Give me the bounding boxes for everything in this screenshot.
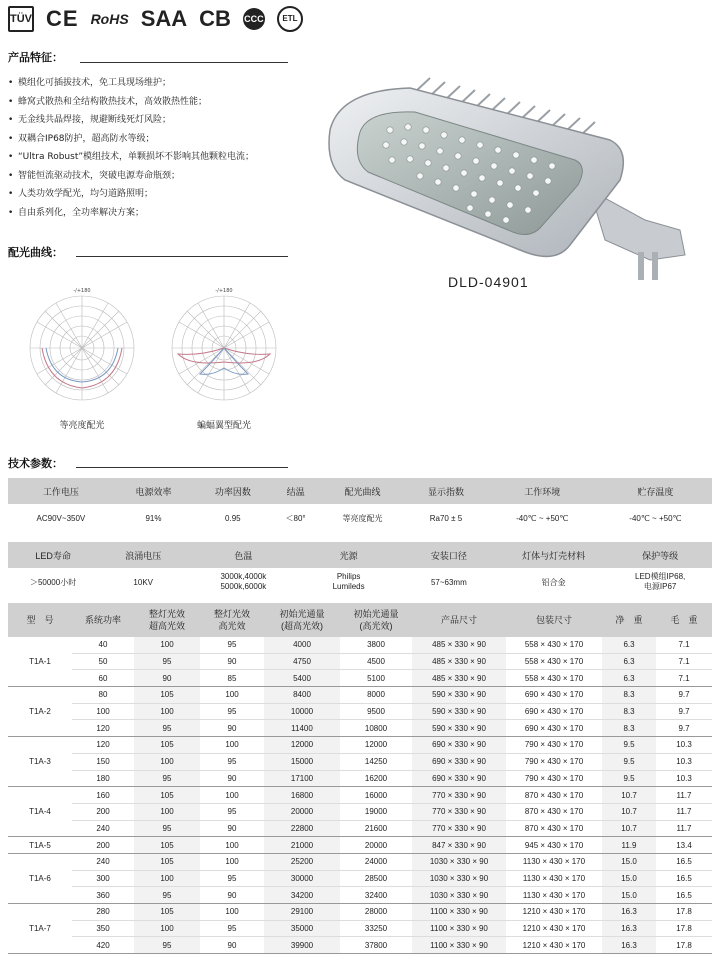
table-cell: 240 <box>72 853 134 870</box>
feature-item: • 蜂窝式散热和全结构散热技术，高效散热性能； <box>8 96 208 107</box>
feature-item: • 无金线共晶焊接，规避断线死灯风险； <box>8 115 172 125</box>
table-cell: 790 × 430 × 170 <box>506 753 602 770</box>
table-header-row <box>8 603 712 637</box>
table-cell: 16.3 <box>602 937 656 954</box>
table-cell: 5100 <box>340 670 412 687</box>
table-cell: 15.0 <box>602 870 656 887</box>
table-cell: 35000 <box>264 920 340 937</box>
table-cell: 690 × 430 × 170 <box>506 703 602 720</box>
table-cell: 15.0 <box>602 887 656 904</box>
table-header-cell: 浪涌电压 <box>98 542 188 568</box>
table-cell: 4750 <box>264 653 340 670</box>
table-cell: 16.5 <box>656 853 712 870</box>
table-cell: 95 <box>134 770 200 787</box>
table-cell: 690 × 430 × 170 <box>506 687 602 704</box>
table-cell: 17.8 <box>656 937 712 954</box>
table-cell: 95 <box>200 753 264 770</box>
table-cell: 34200 <box>264 887 340 904</box>
cb-logo: CB <box>199 6 231 31</box>
table-cell: 10.7 <box>602 787 656 804</box>
table-cell: 39900 <box>264 937 340 954</box>
table-header-cell: 型 号 <box>8 603 72 637</box>
table-cell: 6.3 <box>602 653 656 670</box>
table-cell: 1030 × 330 × 90 <box>412 853 506 870</box>
feature-item: • 智能恒流驱动技术，突破电源寿命瓶颈； <box>8 170 181 181</box>
table-cell: 5400 <box>264 670 340 687</box>
table-cell: 10.3 <box>656 737 712 754</box>
table-row <box>8 653 712 670</box>
section-divider <box>76 256 288 257</box>
table-cell: 100 <box>200 904 264 921</box>
table-cell: 95 <box>134 653 200 670</box>
table-cell: 6.3 <box>602 637 656 653</box>
table-cell: 100 <box>134 637 200 653</box>
table-cell: 10.3 <box>656 770 712 787</box>
table-cell: 17.8 <box>656 904 712 921</box>
table-cell: 150 <box>72 753 134 770</box>
table-cell: 16000 <box>340 787 412 804</box>
table-row <box>8 637 712 653</box>
table-cell: 95 <box>134 720 200 737</box>
feature-item: • 自由系列化，全功率解决方案； <box>8 207 145 218</box>
table-header-row <box>8 478 712 504</box>
table-cell: 15000 <box>264 753 340 770</box>
table-cell: 16.5 <box>656 887 712 904</box>
table-cell: 95 <box>134 820 200 837</box>
table-cell: 7.1 <box>656 670 712 687</box>
table-cell: 690 × 430 × 170 <box>506 720 602 737</box>
table-cell: ＞50000小时 <box>8 568 98 596</box>
table-cell: 15.0 <box>602 853 656 870</box>
table-cell: 590 × 330 × 90 <box>412 687 506 704</box>
table-cell: 11.7 <box>656 787 712 804</box>
table-header-cell: 整灯光效 超高光效 <box>134 603 200 637</box>
table-cell: 9.7 <box>656 687 712 704</box>
table-cell: 105 <box>134 853 200 870</box>
feature-item: • 人类功效学配光，均匀道路照明； <box>8 189 154 199</box>
tuv-logo: TÜV <box>8 6 34 32</box>
table-cell: 350 <box>72 920 134 937</box>
table-row <box>8 937 712 954</box>
table-cell: 7.1 <box>656 653 712 670</box>
table-cell: 1030 × 330 × 90 <box>412 870 506 887</box>
table-header-cell: 保护等级 <box>608 542 712 568</box>
table-cell: 10000 <box>264 703 340 720</box>
table-cell: 10.7 <box>602 803 656 820</box>
table-cell: 8.3 <box>602 703 656 720</box>
table-cell: 790 × 430 × 170 <box>506 770 602 787</box>
table-cell: 21000 <box>264 837 340 854</box>
table-cell: 485 × 330 × 90 <box>412 670 506 687</box>
table-cell: 6.3 <box>602 670 656 687</box>
table-cell: 590 × 330 × 90 <box>412 703 506 720</box>
table-header-cell: LED寿命 <box>8 542 98 568</box>
table-cell: 100 <box>134 920 200 937</box>
table-cell: 300 <box>72 870 134 887</box>
table-cell: 10.7 <box>602 820 656 837</box>
curve-title: 配光曲线： <box>8 246 63 259</box>
table-cell: 870 × 430 × 170 <box>506 787 602 804</box>
table-header-cell: 净 重 <box>602 603 656 637</box>
table-cell: 100 <box>200 853 264 870</box>
table-cell: 13.4 <box>656 837 712 854</box>
table-cell: 847 × 330 × 90 <box>412 837 506 854</box>
table-cell: 95 <box>134 937 200 954</box>
table-cell: 16.3 <box>602 904 656 921</box>
table-cell: 95 <box>200 637 264 653</box>
table-cell: 12000 <box>264 737 340 754</box>
table-cell: 8.3 <box>602 720 656 737</box>
table-header-cell: 配光曲线 <box>319 478 407 504</box>
table-row <box>8 920 712 937</box>
model-cell: T1A-4 <box>8 787 72 837</box>
table-row <box>8 887 712 904</box>
table-cell: 1100 × 330 × 90 <box>412 937 506 954</box>
diagram-label-uniform: 等亮度配光 <box>59 421 105 431</box>
table-cell: 8400 <box>264 687 340 704</box>
table-cell: 690 × 330 × 90 <box>412 753 506 770</box>
table-cell: 40 <box>72 637 134 653</box>
table-cell: 95 <box>200 803 264 820</box>
table-cell: 32400 <box>340 887 412 904</box>
model-cell: T1A-2 <box>8 687 72 737</box>
table-row <box>8 568 712 596</box>
table-cell: 10KV <box>98 568 188 596</box>
table-cell: 90 <box>134 670 200 687</box>
table-cell: 100 <box>200 837 264 854</box>
table-cell: 21600 <box>340 820 412 837</box>
table-cell: 22800 <box>264 820 340 837</box>
table-cell: 33250 <box>340 920 412 937</box>
table-header-row <box>8 542 712 568</box>
table-cell: 690 × 330 × 90 <box>412 737 506 754</box>
table-cell: 95 <box>200 703 264 720</box>
table-cell: 29100 <box>264 904 340 921</box>
table-row <box>8 703 712 720</box>
table-cell: 770 × 330 × 90 <box>412 787 506 804</box>
table-header-cell: 产品尺寸 <box>412 603 506 637</box>
feature-item: • “Ultra Robust”模组技术，单颗损坏不影响其他颗粒电流； <box>8 152 255 162</box>
table-row <box>8 787 712 804</box>
table-row <box>8 753 712 770</box>
table-cell: 铝合金 <box>499 568 608 596</box>
table-cell: -40℃ ~ +50℃ <box>599 504 712 532</box>
table-header-cell: 毛 重 <box>656 603 712 637</box>
table-header-cell: 色温 <box>188 542 298 568</box>
table-cell: 485 × 330 × 90 <box>412 653 506 670</box>
table-cell: 100 <box>134 803 200 820</box>
table-cell: 9.5 <box>602 753 656 770</box>
table-cell: 90 <box>200 720 264 737</box>
table-cell: 1100 × 330 × 90 <box>412 904 506 921</box>
section-divider <box>80 62 288 63</box>
saa-logo: SAA <box>140 6 188 31</box>
ce-logo: CE <box>46 6 79 31</box>
table-cell: 120 <box>72 720 134 737</box>
table-cell: 558 × 430 × 170 <box>506 670 602 687</box>
spec-table-1 <box>8 478 712 532</box>
model-table <box>8 603 712 954</box>
table-cell: 105 <box>134 687 200 704</box>
table-cell: 9.7 <box>656 703 712 720</box>
street-light-image <box>320 70 700 285</box>
table-cell: 16800 <box>264 787 340 804</box>
etl-logo: ETL <box>277 6 303 32</box>
table-cell: 100 <box>72 703 134 720</box>
table-row <box>8 670 712 687</box>
table-cell: 20000 <box>264 803 340 820</box>
table-cell: 1210 × 430 × 170 <box>506 904 602 921</box>
table-cell: 30000 <box>264 870 340 887</box>
table-cell: 105 <box>134 837 200 854</box>
table-cell: 8000 <box>340 687 412 704</box>
table-cell: 770 × 330 × 90 <box>412 820 506 837</box>
table-cell: 1210 × 430 × 170 <box>506 937 602 954</box>
table-row <box>8 803 712 820</box>
table-cell: 90 <box>200 820 264 837</box>
table-cell: 11.7 <box>656 820 712 837</box>
table-cell: 10.3 <box>656 753 712 770</box>
table-cell: 790 × 430 × 170 <box>506 737 602 754</box>
table-cell: 95 <box>200 920 264 937</box>
table-header-cell: 初始光通量 (高光效) <box>340 603 412 637</box>
table-cell: 9500 <box>340 703 412 720</box>
table-cell: 95 <box>200 870 264 887</box>
table-cell: 120 <box>72 737 134 754</box>
table-cell: 420 <box>72 937 134 954</box>
table-cell: 11400 <box>264 720 340 737</box>
table-cell: 等亮度配光 <box>319 504 407 532</box>
table-cell: 558 × 430 × 170 <box>506 653 602 670</box>
table-cell: 1100 × 330 × 90 <box>412 920 506 937</box>
section-divider <box>76 467 288 468</box>
table-cell: 9.5 <box>602 737 656 754</box>
table-row <box>8 853 712 870</box>
table-cell: 485 × 330 × 90 <box>412 637 506 653</box>
table-cell: 12000 <box>340 737 412 754</box>
table-cell: 100 <box>200 737 264 754</box>
table-cell: 100 <box>134 753 200 770</box>
table-cell: 80 <box>72 687 134 704</box>
polar-diagram-batwing <box>160 284 288 412</box>
table-cell: 1030 × 330 × 90 <box>412 887 506 904</box>
table-cell: 28500 <box>340 870 412 887</box>
svg-text:-/+180: -/+180 <box>73 288 91 294</box>
model-number: DLD-04901 <box>448 274 529 290</box>
table-row <box>8 770 712 787</box>
table-cell: 90 <box>200 937 264 954</box>
table-header-cell: 初始光通量 (超高光效) <box>264 603 340 637</box>
table-cell: 85 <box>200 670 264 687</box>
table-cell: 37800 <box>340 937 412 954</box>
table-row <box>8 870 712 887</box>
feature-item: • 模组化可插拔技术，免工具现场维护； <box>8 78 172 88</box>
table-cell: Philips Lumileds <box>299 568 399 596</box>
table-row <box>8 904 712 921</box>
table-cell: 90 <box>200 770 264 787</box>
features-title: 产品特征： <box>8 51 63 64</box>
table-cell: 57~63mm <box>399 568 499 596</box>
tech-title: 技术参数： <box>8 457 63 470</box>
table-cell: 770 × 330 × 90 <box>412 803 506 820</box>
table-cell: 240 <box>72 820 134 837</box>
table-cell: 9.7 <box>656 720 712 737</box>
model-cell: T1A-6 <box>8 853 72 903</box>
table-row <box>8 820 712 837</box>
table-cell: ＜80° <box>273 504 319 532</box>
table-cell: 4500 <box>340 653 412 670</box>
table-cell: 870 × 430 × 170 <box>506 820 602 837</box>
table-header-cell: 包装尺寸 <box>506 603 602 637</box>
table-cell: 160 <box>72 787 134 804</box>
table-cell: 25200 <box>264 853 340 870</box>
svg-text:-/+180: -/+180 <box>215 288 233 294</box>
table-cell: 95 <box>134 887 200 904</box>
table-cell: 360 <box>72 887 134 904</box>
table-header-cell: 灯体与灯壳材料 <box>499 542 608 568</box>
table-cell: 1130 × 430 × 170 <box>506 870 602 887</box>
table-cell: 105 <box>134 787 200 804</box>
table-cell: 200 <box>72 837 134 854</box>
table-cell: 105 <box>134 737 200 754</box>
table-cell: 50 <box>72 653 134 670</box>
table-cell: 1130 × 430 × 170 <box>506 887 602 904</box>
model-cell: T1A-1 <box>8 637 72 687</box>
table-cell: 180 <box>72 770 134 787</box>
table-header-cell: 系统功率 <box>72 603 134 637</box>
table-cell: 945 × 430 × 170 <box>506 837 602 854</box>
table-header-cell: 整灯光效 高光效 <box>200 603 264 637</box>
table-cell: 19000 <box>340 803 412 820</box>
table-cell: 3800 <box>340 637 412 653</box>
table-header-cell: 工作电压 <box>8 478 114 504</box>
table-cell: 24000 <box>340 853 412 870</box>
table-cell: 20000 <box>340 837 412 854</box>
model-cell: T1A-5 <box>8 837 72 854</box>
table-cell: AC90V~350V <box>8 504 114 532</box>
diagram-label-batwing: 蝙蝠翼型配光 <box>196 421 251 431</box>
table-cell: 10800 <box>340 720 412 737</box>
table-cell: 17100 <box>264 770 340 787</box>
table-cell: 8.3 <box>602 687 656 704</box>
polar-diagram-uniform <box>18 284 146 412</box>
table-cell: 91% <box>114 504 193 532</box>
table-cell: 100 <box>200 687 264 704</box>
table-cell: 11.7 <box>656 803 712 820</box>
certification-logos <box>8 6 303 32</box>
table-cell: 14250 <box>340 753 412 770</box>
table-cell: Ra70 ± 5 <box>406 504 485 532</box>
table-cell: 7.1 <box>656 637 712 653</box>
table-cell: 690 × 330 × 90 <box>412 770 506 787</box>
table-header-cell: 贮存温度 <box>599 478 712 504</box>
table-header-cell: 电源效率 <box>114 478 193 504</box>
table-cell: 100 <box>134 870 200 887</box>
feature-item: • 双耦合IP68防护，超高防水等级； <box>8 133 155 144</box>
table-cell: 16.5 <box>656 870 712 887</box>
table-row <box>8 737 712 754</box>
table-cell: 1210 × 430 × 170 <box>506 920 602 937</box>
table-row <box>8 720 712 737</box>
table-cell: -40℃ ~ +50℃ <box>486 504 599 532</box>
table-cell: 0.95 <box>193 504 272 532</box>
table-row <box>8 687 712 704</box>
table-cell: 590 × 330 × 90 <box>412 720 506 737</box>
table-row <box>8 837 712 854</box>
table-cell: 3000k,4000k 5000k,6000k <box>188 568 298 596</box>
table-cell: 280 <box>72 904 134 921</box>
table-cell: 9.5 <box>602 770 656 787</box>
model-cell: T1A-3 <box>8 737 72 787</box>
table-cell: 60 <box>72 670 134 687</box>
features-list <box>8 74 254 222</box>
ccc-logo: CCC <box>243 8 265 30</box>
spec-table-2 <box>8 542 712 596</box>
table-cell: 558 × 430 × 170 <box>506 637 602 653</box>
table-header-cell: 结温 <box>273 478 319 504</box>
table-header-cell: 安装口径 <box>399 542 499 568</box>
table-header-cell: 功率因数 <box>193 478 272 504</box>
table-cell: 16200 <box>340 770 412 787</box>
table-cell: 100 <box>200 787 264 804</box>
table-cell: 28000 <box>340 904 412 921</box>
table-header-cell: 工作环境 <box>486 478 599 504</box>
table-cell: LED模组IP68, 电源IP67 <box>608 568 712 596</box>
table-cell: 100 <box>134 703 200 720</box>
table-cell: 90 <box>200 653 264 670</box>
table-header-cell: 显示指数 <box>406 478 485 504</box>
table-cell: 17.8 <box>656 920 712 937</box>
table-cell: 4000 <box>264 637 340 653</box>
table-cell: 200 <box>72 803 134 820</box>
table-cell: 1130 × 430 × 170 <box>506 853 602 870</box>
rohs-logo: RoHS <box>90 11 129 27</box>
table-row <box>8 504 712 532</box>
model-cell: T1A-7 <box>8 904 72 954</box>
table-header-cell: 光源 <box>299 542 399 568</box>
table-cell: 11.9 <box>602 837 656 854</box>
table-cell: 105 <box>134 904 200 921</box>
table-cell: 870 × 430 × 170 <box>506 803 602 820</box>
table-cell: 16.3 <box>602 920 656 937</box>
table-cell: 90 <box>200 887 264 904</box>
